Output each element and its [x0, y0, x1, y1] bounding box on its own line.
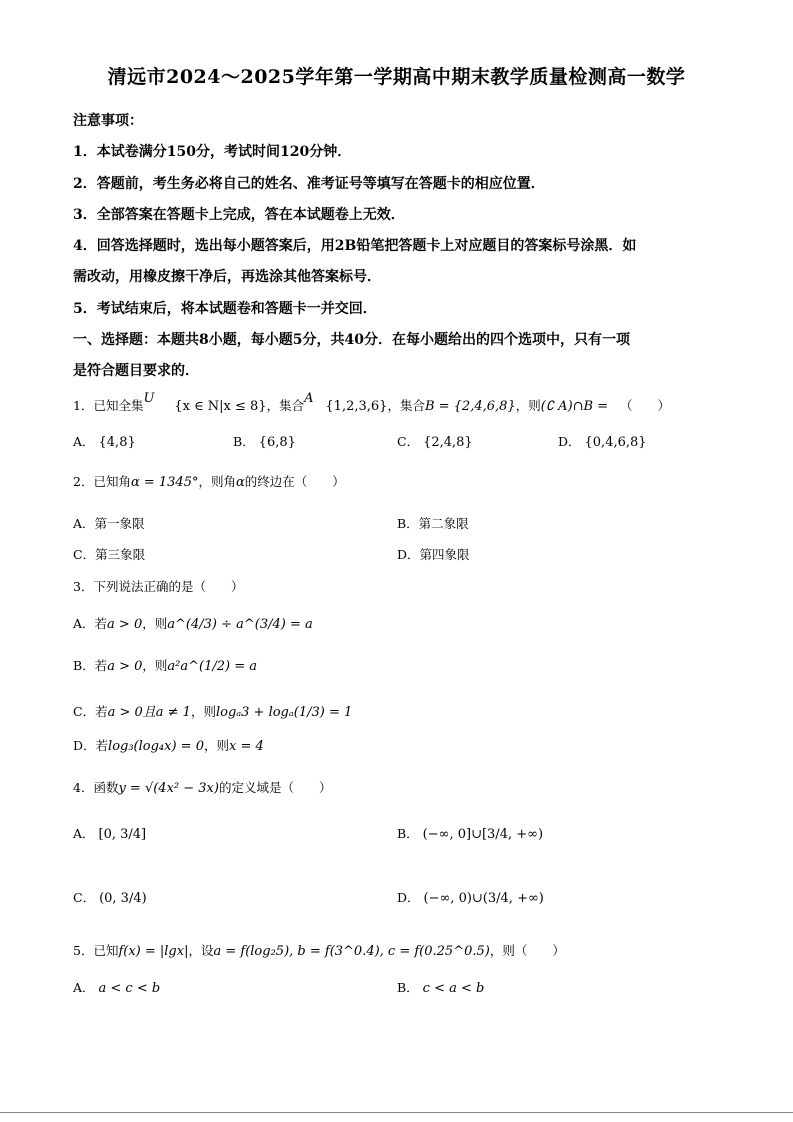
page-bottom-rule — [0, 1112, 793, 1113]
question-1-stem: 1．已知全集U {x ∈ N|x ≤ 8}，集合A {1,2,3,6}，集合B = {2,4,6,8}，则(∁ A)∩B = （ ） — [73, 391, 671, 414]
notice-item: 5．考试结束后，将本试题卷和答题卡一并交回． — [73, 301, 377, 317]
q2-option-c: C．第三象限 — [73, 547, 146, 562]
q3-option-c: C．若a > 0且a ≠ 1，则logₐ3 + logₐ(1/3) = 1 — [73, 704, 353, 720]
question-5-stem: 5．已知f(x) = |lgx|，设a = f(log₂5), b = f(3^0.4), c = f(0.25^0.5)，则（ ） — [73, 943, 565, 959]
q5-option-b: B． c < a < b — [397, 980, 485, 996]
notice-item: 需改动，用橡皮擦干净后，再选涂其他答案标号． — [73, 269, 381, 285]
notice-item: 1．本试卷满分150分，考试时间120分钟． — [73, 144, 352, 160]
q4-option-a: A． [0, 3/4] — [73, 826, 147, 842]
q3-option-d: D．若log₃(log₄x) = 0，则x = 4 — [73, 738, 264, 754]
q2-option-d: D．第四象限 — [397, 547, 470, 562]
notice-heading: 注意事项： — [73, 113, 143, 129]
section-heading-cont: 是符合题目要求的． — [73, 363, 199, 379]
q4-option-c: C． (0, 3/4) — [73, 890, 147, 906]
question-2-stem: 2．已知角α = 1345°，则角α的终边在（ ） — [73, 474, 345, 490]
q1-option-d: D． {0,4,6,8} — [558, 434, 647, 450]
q3-option-a: A．若a > 0，则a^(4/3) ÷ a^(3/4) = a — [73, 616, 313, 632]
q2-option-b: B．第二象限 — [397, 516, 469, 531]
notice-item: 4．回答选择题时，选出每小题答案后，用2B铅笔把答题卡上对应题目的答案标号涂黑．如 — [73, 238, 637, 254]
q1-option-b: B． {6,8} — [233, 434, 296, 450]
q3-option-b: B．若a > 0，则a²a^(1/2) = a — [73, 658, 257, 674]
q5-option-a: A． a < c < b — [73, 980, 161, 996]
q4-option-b: B． (−∞, 0]∪[3/4, +∞) — [397, 826, 544, 842]
q1-option-a: A． {4,8} — [73, 434, 136, 450]
q2-option-a: A．第一象限 — [73, 516, 145, 531]
question-4-stem: 4．函数y = √(4x² − 3x)的定义域是（ ） — [73, 780, 332, 796]
question-3-stem: 3．下列说法正确的是（ ） — [73, 579, 244, 594]
section-heading: 一、选择题：本题共8小题，每小题5分，共40分．在每小题给出的四个选项中，只有一项 — [73, 332, 630, 348]
notice-item: 3．全部答案在答题卡上完成，答在本试题卷上无效． — [73, 207, 405, 223]
notice-item: 2．答题前，考生务必将自己的姓名、准考证号等填写在答题卡的相应位置． — [73, 176, 545, 192]
page-title: 清远市2024～2025学年第一学期高中期末教学质量检测高一数学 — [107, 66, 686, 88]
q4-option-d: D． (−∞, 0)∪(3/4, +∞) — [397, 890, 544, 906]
q1-option-c: C． {2,4,8} — [397, 434, 473, 450]
